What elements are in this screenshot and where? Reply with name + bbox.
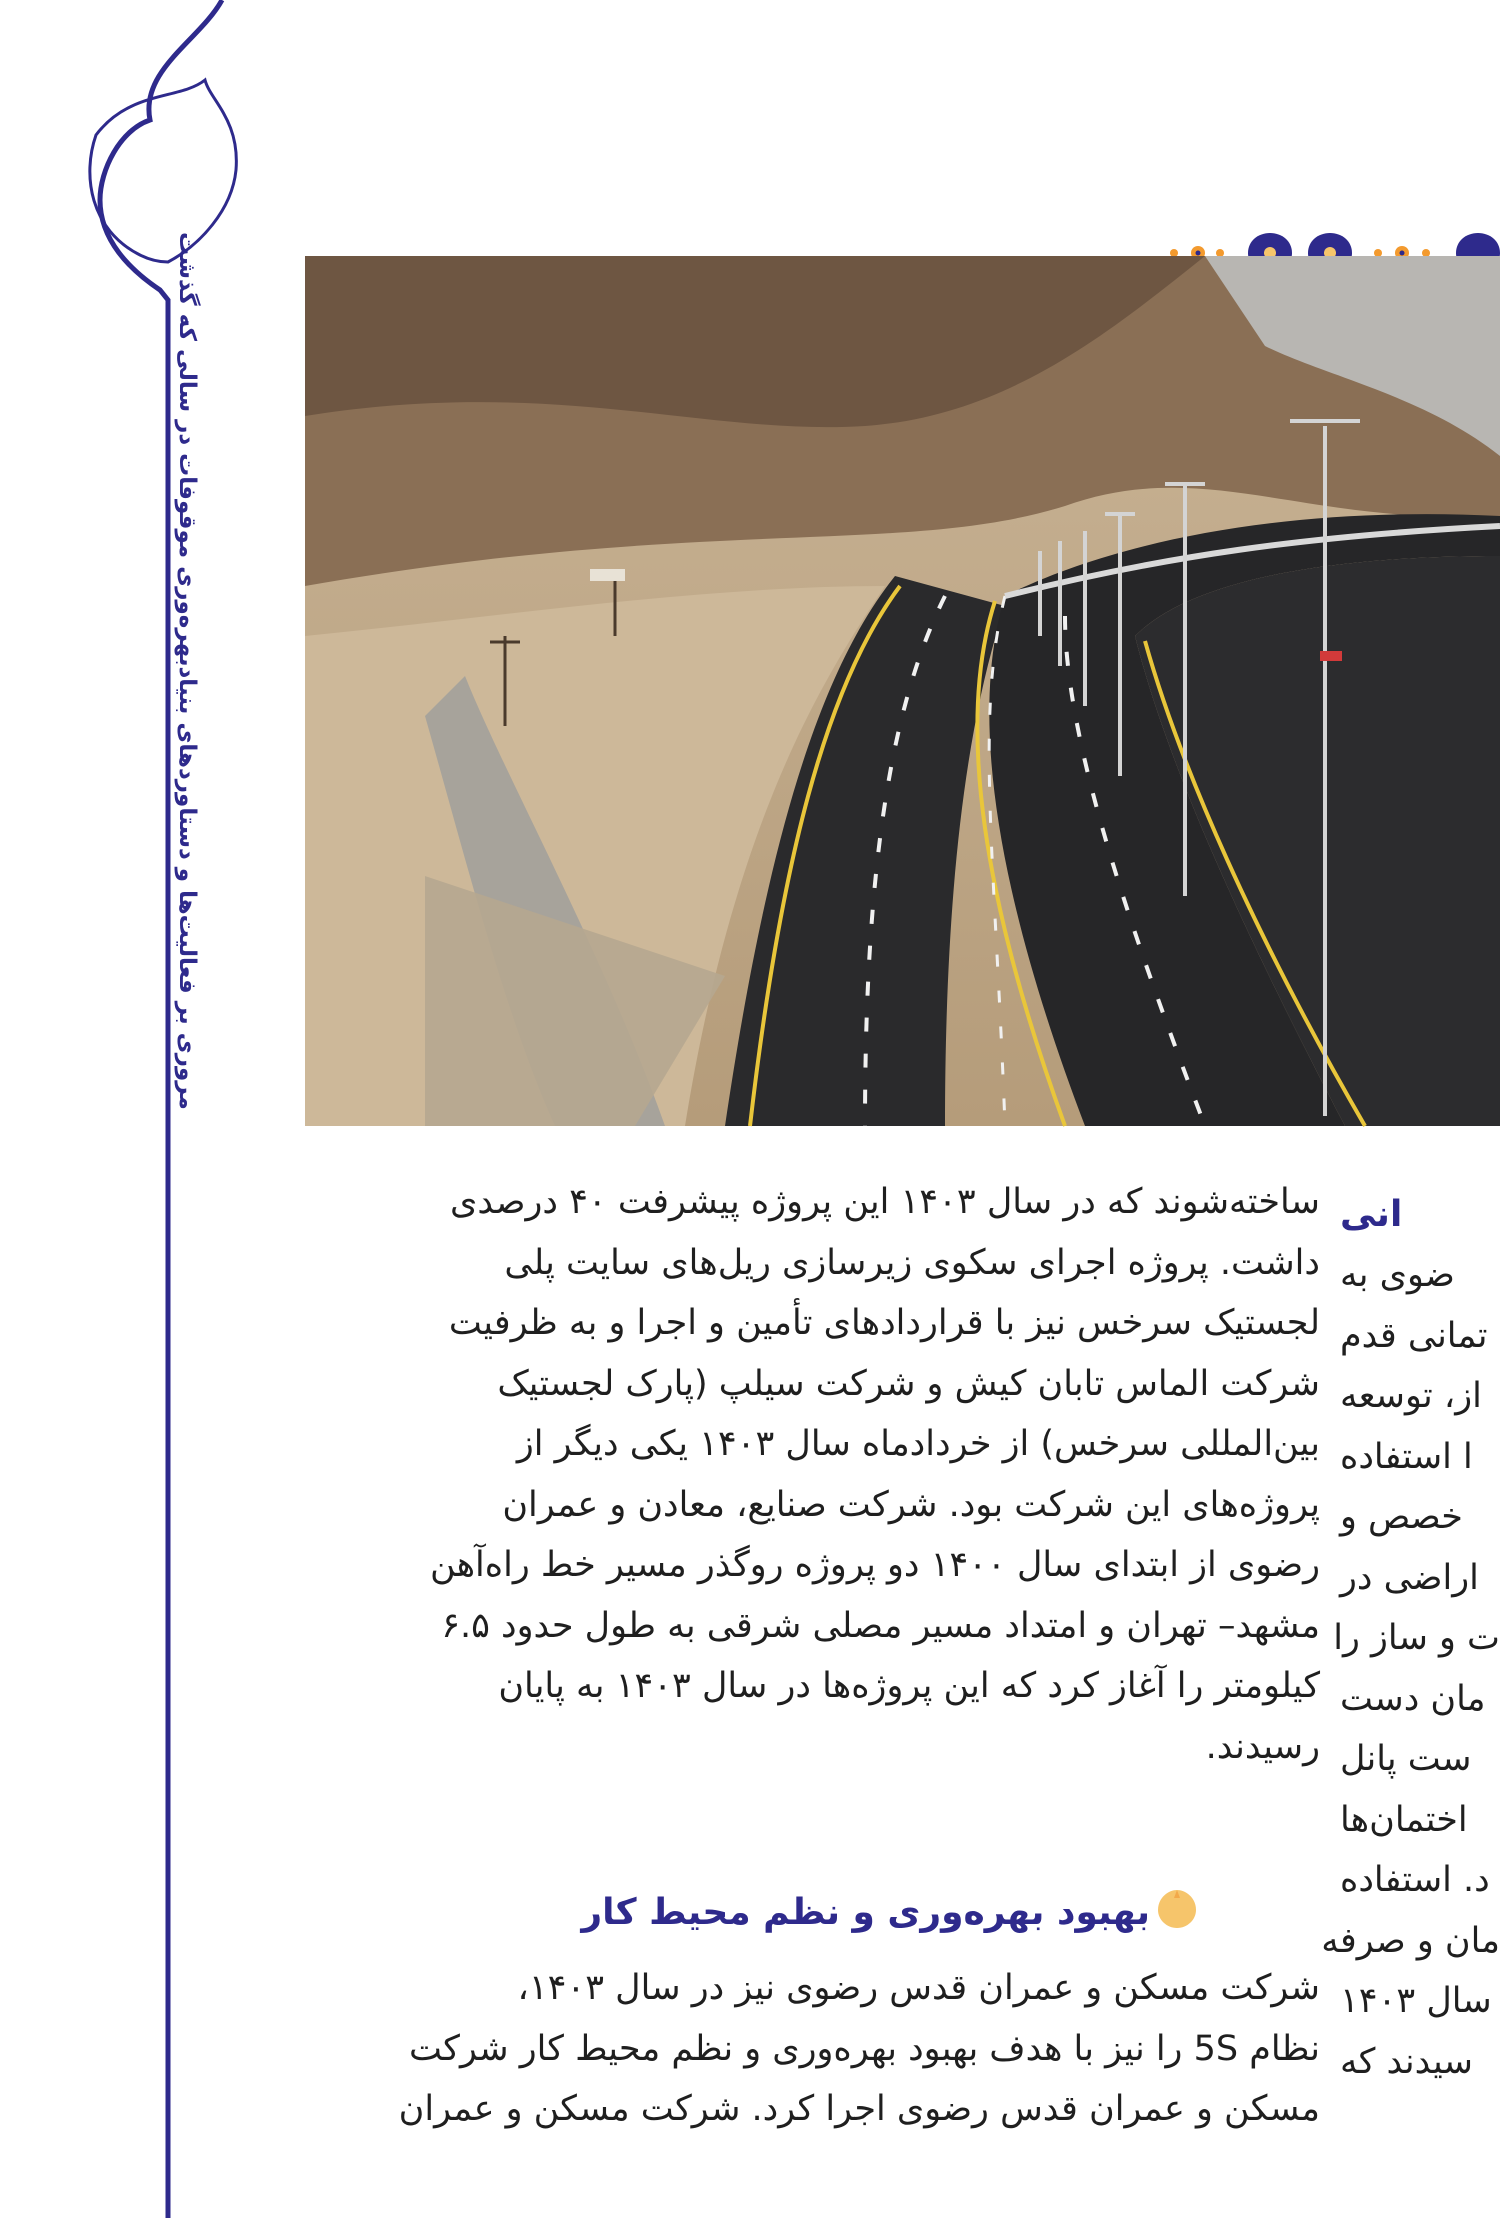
paragraph-line: داشت. پروژه اجرای سکوی زیرسازی ریل‌های سایت پلی — [504, 1242, 1320, 1283]
paragraph-line: شرکت الماس تابان کیش و شرکت سیلپ (پارک لجستیک — [497, 1363, 1320, 1404]
paragraph-line: رسیدند. — [1205, 1726, 1320, 1767]
paragraph-line: مان و صرفه — [1321, 1920, 1500, 1961]
paragraph-line: کیلومتر را آغاز کرد که این پروژه‌ها در سال ۱۴۰۳ به پایان — [498, 1666, 1320, 1706]
section-caption-vertical: مروری بر فعالیت‌ها و دستاوردهای بنیادبهره‌وری موقوفات در سالی که گذشت — [174, 232, 200, 1110]
paragraph-line: ساخته‌شوند که در سال ۱۴۰۳ این پروژه پیشرفت ۴۰ درصدی — [450, 1182, 1320, 1222]
paragraph-line: د. استفاده — [1340, 1860, 1490, 1900]
paragraph-line: مان دست — [1340, 1678, 1486, 1719]
paragraph-line: بین‌المللی سرخس) از خردادماه سال ۱۴۰۳ یکی دیگر از — [516, 1424, 1320, 1464]
section-heading-text: بهبود بهره‌وری و نظم محیط کار — [581, 1892, 1150, 1933]
paragraph-line: ضوی به — [1340, 1255, 1455, 1295]
right-text-column-cropped — [1321, 1185, 1500, 2218]
paragraph-line: ت و ساز را — [1333, 1618, 1500, 1658]
paragraph-line: شرکت مسکن و عمران قدس رضوی نیز در سال ۱۴۰۳، — [517, 1968, 1320, 2008]
paragraph-line: سال ۱۴۰۳ — [1340, 1981, 1492, 2021]
paragraph-line: ست پانل — [1340, 1739, 1472, 1779]
paragraph-line: سیدند که — [1340, 2041, 1473, 2082]
paragraph-line: مشهد– تهران و امتداد مسیر مصلی شرقی به طول حدود ۶.۵ — [441, 1605, 1320, 1646]
heading-bullet-icon — [1154, 1886, 1200, 1932]
paragraph-line: اختمان‌ها — [1340, 1799, 1468, 1840]
section-heading — [560, 1886, 1200, 1956]
section-text — [300, 1958, 1320, 2140]
main-text-column — [300, 1172, 1320, 1777]
paragraph-line: لجستیک سرخس نیز با قراردادهای تأمین و اجرا و به ظرفیت — [448, 1303, 1320, 1343]
paragraph-line: خصص و — [1340, 1497, 1463, 1537]
paragraph-line: از، توسعه — [1340, 1376, 1482, 1416]
paragraph-line: نظام 5S را نیز با هدف بهبود بهره‌وری و نظم محیط کار شرکت — [408, 2028, 1320, 2069]
right-column-heading-fragment: انی — [1340, 1194, 1403, 1235]
paragraph-line: رضوی از ابتدای سال ۱۴۰۰ دو پروژه روگذر مسیر خط راه‌آهن — [429, 1545, 1320, 1585]
paragraph-line: اراضی در — [1340, 1557, 1479, 1598]
paragraph-line: مسکن و عمران قدس رضوی اجرا کرد. شرکت مسکن و عمران — [398, 2089, 1320, 2129]
highway-photo — [305, 256, 1500, 1126]
paragraph-line: ا استفاده — [1340, 1436, 1473, 1477]
paragraph-line: پروژه‌های این شرکت بود. شرکت صنایع، معادن و عمران — [502, 1484, 1320, 1525]
paragraph-line: تمانی قدم — [1340, 1315, 1488, 1356]
